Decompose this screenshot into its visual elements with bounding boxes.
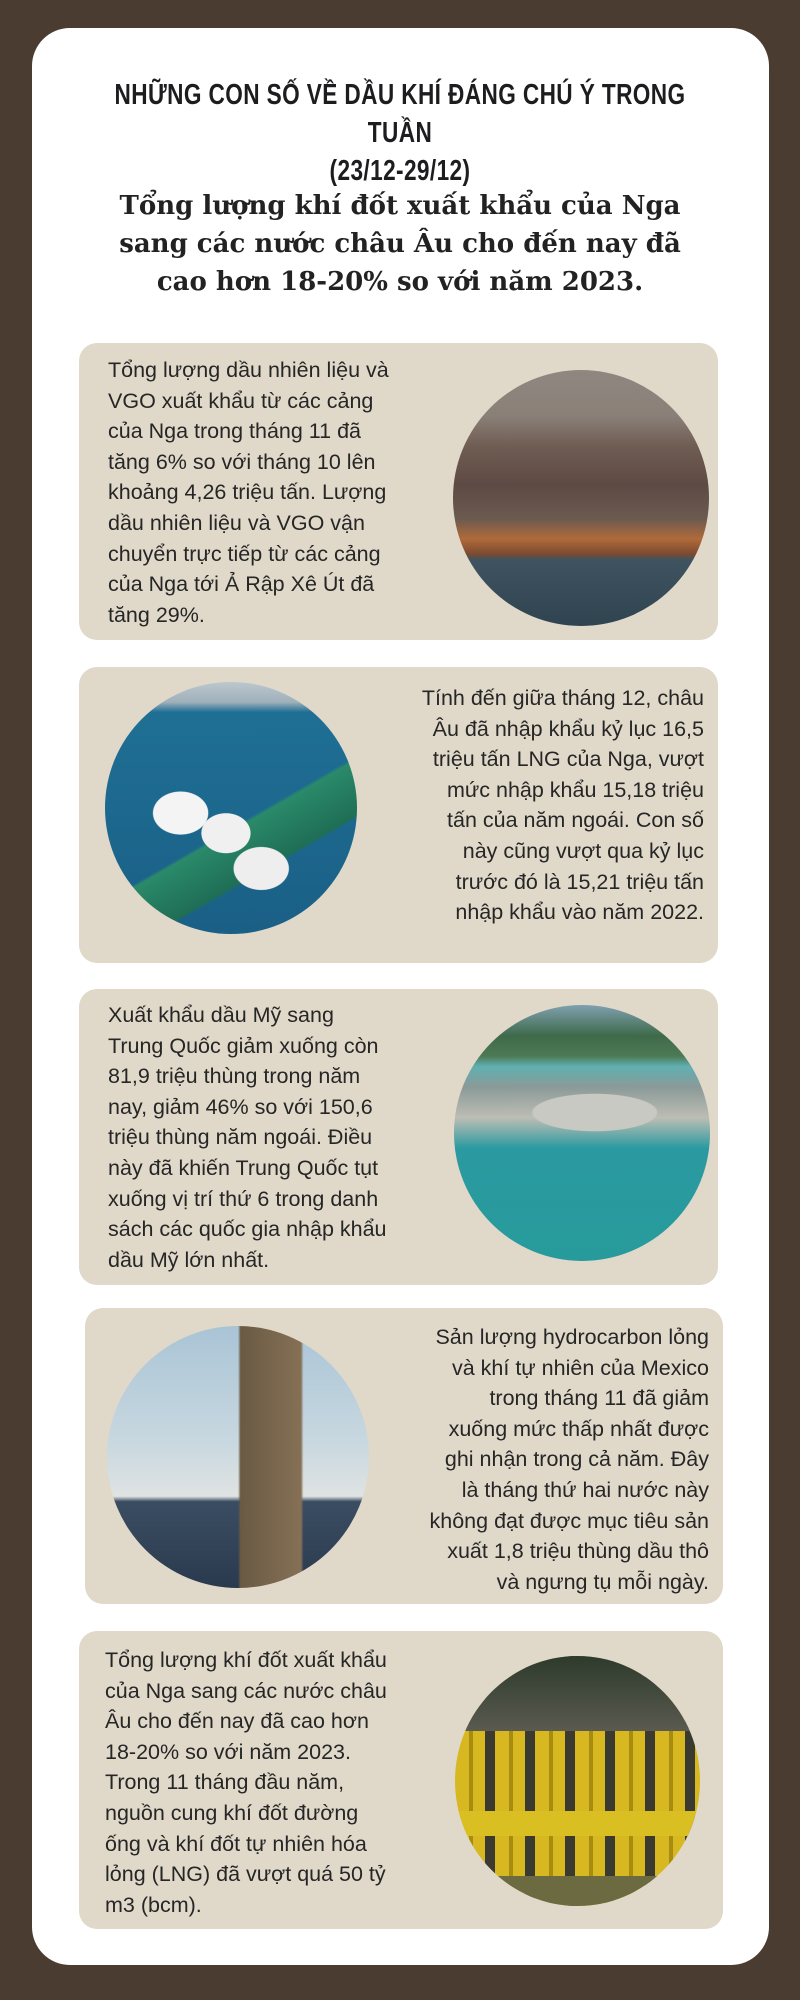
fact-line: Âu đã nhập khẩu kỷ lục 16,5 [432, 716, 704, 741]
fact-line: triệu thùng năm ngoái. Điều [108, 1125, 373, 1150]
fact-line: mức nhập khẩu 15,18 triệu [446, 777, 704, 802]
fact-line: nhập khẩu vào năm 2022. [455, 900, 704, 925]
fact-line: m3 (bcm). [105, 1892, 202, 1917]
fact-line: trong tháng 11 đã giảm [489, 1386, 709, 1411]
fact-line: Trong 11 tháng đầu năm, [105, 1770, 345, 1795]
fact-line: Âu cho đến nay đã cao hơn [105, 1709, 369, 1734]
fact-line: chuyển trực tiếp từ các cảng [108, 541, 381, 566]
fact-line: này cũng vượt qua kỷ lục [462, 838, 704, 863]
headline-line: sang các nước châu Âu cho đến nay đã [119, 229, 681, 259]
fact-line: ống và khí đốt tự nhiên hóa [105, 1831, 367, 1856]
fact-line: dầu nhiên liệu và VGO vận [108, 510, 365, 535]
fact-line: và khí tự nhiên của Mexico [452, 1355, 709, 1380]
fact-line: xuống vị trí thứ 6 trong danh [108, 1186, 379, 1211]
fact-line: tăng 6% so với tháng 10 lên [108, 449, 376, 474]
fact-line: xuất 1,8 triệu thùng dầu thô [447, 1539, 709, 1564]
fact-line: VGO xuất khẩu từ các cảng [108, 388, 374, 413]
fact-text [108, 355, 389, 630]
fact-text [430, 1322, 709, 1597]
fact-line: của Nga trong tháng 11 đã [108, 419, 362, 444]
fact-line: Trung Quốc giảm xuống còn [108, 1033, 379, 1058]
fact-line: 18-20% so với năm 2023. [105, 1739, 351, 1764]
fact-line: nay, giảm 46% so với 150,6 [108, 1094, 373, 1119]
fact-line: Tổng lượng dầu nhiên liệu và [108, 358, 389, 382]
fact-line: triệu tấn LNG của Nga, vượt [432, 747, 704, 772]
offshore-platform-photo [107, 1326, 369, 1588]
fact-line: là tháng thứ hai nước này [461, 1477, 709, 1502]
fact-line: trước đó là 15,21 triệu tấn [455, 869, 704, 894]
title-date: (23/12-29/12) [329, 155, 471, 187]
fact-text [105, 1645, 387, 1920]
headline [0, 187, 800, 301]
fact-line: của Nga sang các nước châu [105, 1678, 387, 1703]
lng-carrier-photo [105, 682, 357, 934]
fact-line: 81,9 triệu thùng trong năm [108, 1064, 361, 1089]
fact-line: không đạt được mục tiêu sản [429, 1508, 709, 1533]
title-line: NHỮNG CON SỐ VỀ DẦU KHÍ ĐÁNG CHÚ Ý TRONG TUẦN [114, 79, 686, 149]
fact-line: sách các quốc gia nhập khẩu [108, 1217, 387, 1242]
fact-line: Tính đến giữa tháng 12, châu [421, 686, 704, 710]
fact-line: và ngưng tụ mỗi ngày. [496, 1569, 709, 1594]
fact-line: nguồn cung khí đốt đường [105, 1800, 359, 1825]
page-title [0, 76, 800, 190]
fact-text [422, 683, 704, 928]
headline-line: Tổng lượng khí đốt xuất khẩu của Nga [119, 191, 681, 221]
fact-line: lỏng (LNG) đã vượt quá 50 tỷ [105, 1862, 386, 1887]
fact-line: ghi nhận trong cả năm. Đây [444, 1447, 709, 1472]
fact-line: dầu Mỹ lớn nhất. [108, 1247, 270, 1272]
fact-line: của Nga tới Ả Rập Xê Út đã [108, 572, 375, 597]
gas-pipeline-photo [455, 1656, 700, 1906]
fact-line: khoảng 4,26 triệu tấn. Lượng [108, 480, 387, 505]
fact-line: Tổng lượng khí đốt xuất khẩu [105, 1648, 387, 1672]
fact-line: này đã khiến Trung Quốc tụt [108, 1155, 379, 1180]
headline-line: cao hơn 18-20% so với năm 2023. [156, 267, 644, 297]
fact-line: tăng 29%. [108, 602, 205, 627]
fact-text [108, 1000, 387, 1275]
fact-line: Xuất khẩu dầu Mỹ sang [108, 1003, 334, 1027]
fact-line: tấn của năm ngoái. Con số [447, 808, 704, 833]
fact-line: Sản lượng hydrocarbon lỏng [435, 1325, 709, 1349]
fact-line: xuống mức thấp nhất được [448, 1416, 709, 1441]
port-tanker-photo [453, 370, 709, 626]
oil-terminal-photo [454, 1005, 710, 1261]
